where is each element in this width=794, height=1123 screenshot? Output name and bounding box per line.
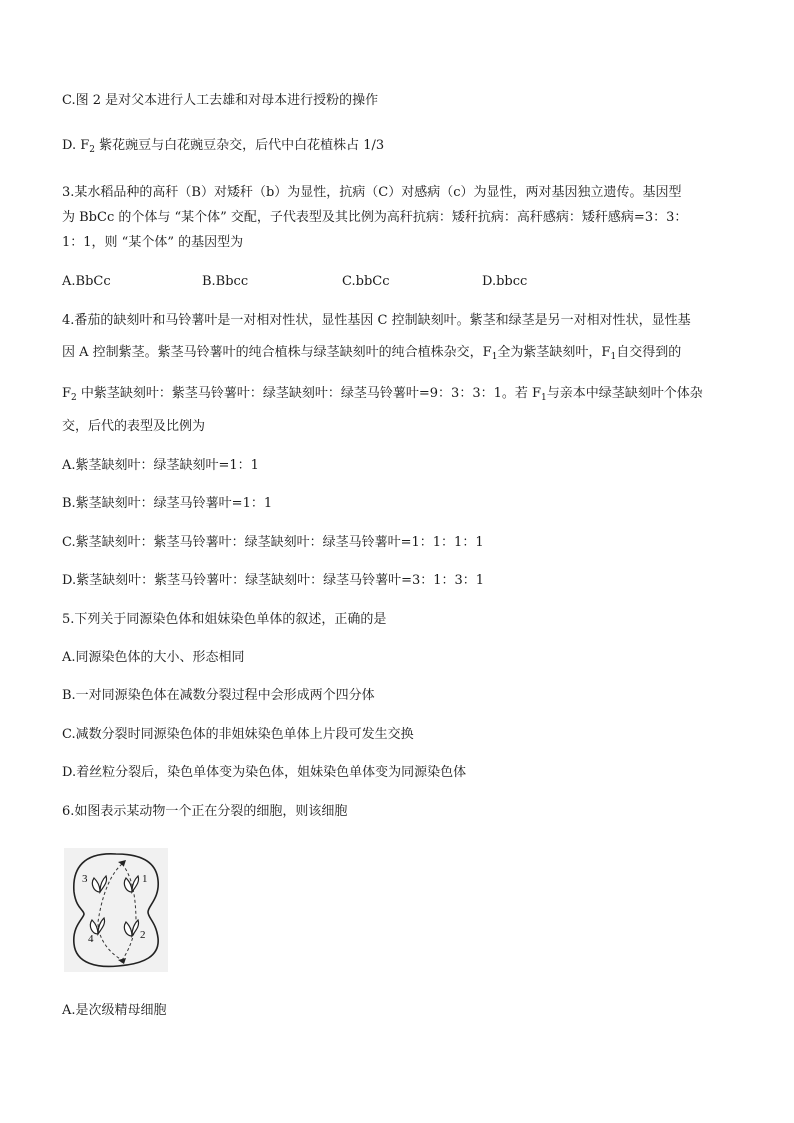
q3-stem-line3: 1：1，则 “某个体” 的基因型为 — [62, 235, 244, 250]
q3-option-a: A.BbCc — [62, 274, 111, 289]
q5-stem: 5.下列关于同源染色体和姐妹染色单体的叙述，正确的是 — [62, 612, 387, 627]
chromosome-label-4: 4 — [88, 933, 94, 945]
q5-option-b: B.一对同源染色体在减数分裂过程中会形成两个四分体 — [62, 688, 375, 703]
q3-option-b: B.Bbcc — [202, 274, 249, 289]
q4-stem-line4: 交，后代的表型及比例为 — [62, 419, 206, 434]
q4-option-d: D.紫茎缺刻叶：紫茎马铃薯叶：绿茎缺刻叶：绿茎马铃薯叶=3：1：3：1 — [62, 573, 485, 588]
q3-option-d: D.bbcc — [482, 274, 528, 289]
chromosome-label-1: 1 — [142, 873, 148, 885]
q5-option-a: A.同源染色体的大小、形态相同 — [62, 650, 245, 665]
q4-option-b: B.紫茎缺刻叶：绿茎马铃薯叶=1：1 — [62, 496, 273, 511]
q5-option-d: D.着丝粒分裂后，染色单体变为染色体，姐妹染色单体变为同源染色体 — [62, 765, 467, 780]
q3-stem-line1: 3.某水稻品种的高秆（B）对矮秆（b）为显性，抗病（C）对感病（c）为显性，两对基因独立遗传。基因型 — [62, 185, 682, 200]
chromosome-label-2: 2 — [140, 929, 146, 941]
q4-stem-line3: $F_2$ 中紫茎缺刻叶：紫茎马铃薯叶：绿茎缺刻叶：绿茎马铃薯叶=9：3：3：1。若 $F_1$与亲本中绿茎缺刻叶个体杂 — [62, 386, 703, 403]
q6-stem: 6.如图表示某动物一个正在分裂的细胞，则该细胞 — [62, 804, 348, 819]
q4-stem-line1: 4.番茄的缺刻叶和马铃薯叶是一对相对性状，显性基因 C 控制缺刻叶。紫茎和绿茎是另一对相对性状，显性基 — [62, 313, 691, 328]
q3-stem-line2: 为 BbCc 的个体与 “某个体” 交配，子代表型及其比例为高秆抗病：矮秆抗病：高秆感病：矮秆感病=3：3： — [62, 210, 688, 225]
q3-option-c: C.bbCc — [342, 274, 390, 289]
q4-option-a: A.紫茎缺刻叶：绿茎缺刻叶=1：1 — [62, 458, 259, 473]
q4-option-c: C.紫茎缺刻叶：紫茎马铃薯叶：绿茎缺刻叶：绿茎马铃薯叶=1：1：1：1 — [62, 535, 484, 550]
chromosome-label-3: 3 — [82, 873, 88, 885]
q2-option-c: C.图 2 是对父本进行人工去雄和对母本进行授粉的操作 — [62, 93, 379, 108]
dividing-cell-figure — [64, 848, 168, 972]
q5-option-c: C.减数分裂时同源染色体的非姐妹染色单体上片段可发生交换 — [62, 727, 414, 742]
q4-stem-line2: 因 A 控制紫茎。紫茎马铃薯叶的纯合植株与绿茎缺刻叶的纯合植株杂交，$F_1$全为紫茎缺刻叶，$F_1$自交得到的 — [62, 345, 682, 362]
q2-option-d: D. $F_2$ 紫花豌豆与白花豌豆杂交，后代中白花植株占 1/3 — [62, 138, 385, 155]
q6-option-a: A.是次级精母细胞 — [62, 1003, 167, 1018]
